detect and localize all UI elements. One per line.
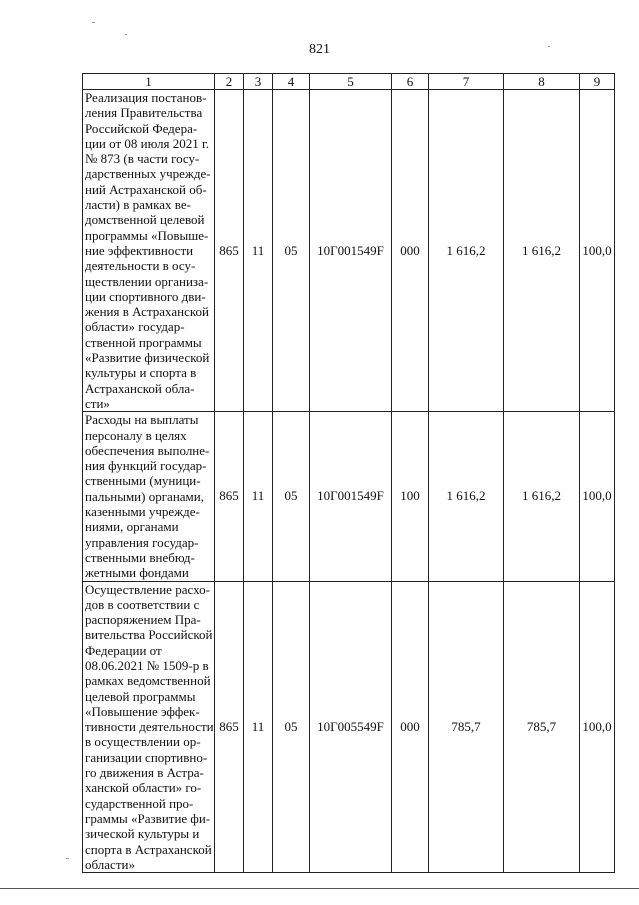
description-line: рамках ведомственной (85, 673, 211, 689)
table-row (83, 90, 615, 412)
cell-section: 11 (244, 581, 273, 873)
description-line: обеспечения выполне- (85, 442, 210, 458)
col-header-3: 3 (244, 74, 273, 90)
description-line: тивности деятельности (85, 719, 214, 735)
description-line: Федерации от (85, 642, 162, 658)
scan-speck (125, 34, 127, 35)
cell-ministry-code: 865 (215, 412, 244, 581)
cell-expense-type: 000 (392, 581, 429, 873)
description-line: ции от 08 июля 2021 г. (85, 135, 210, 151)
cell-ministry-code: 865 (215, 90, 244, 412)
description-line: ции спортивного дви- (85, 288, 206, 304)
description-line: казенными учрежде- (85, 504, 200, 520)
cell-target-article: 10Г005549F (310, 581, 392, 873)
col-header-5: 5 (310, 74, 392, 90)
cell-percent: 100,0 (580, 90, 615, 412)
description-line: дов в соответствии с (85, 596, 200, 612)
col-header-1: 1 (83, 74, 215, 90)
col-header-4: 4 (273, 74, 310, 90)
description-line: в осуществлении ор- (85, 734, 201, 750)
description-line: пальными) органами, (85, 488, 204, 504)
description-line: персоналу в целях (85, 427, 187, 443)
description-line: ственной программы (85, 334, 202, 350)
description-line: культуры и спорта в (85, 365, 197, 381)
budget-table (82, 73, 615, 873)
cell-percent: 100,0 (580, 581, 615, 873)
cell-expense-type: 000 (392, 90, 429, 412)
col-header-9: 9 (580, 74, 615, 90)
description-line: граммы «Развитие фи- (85, 810, 211, 826)
description-line: ний Астраханской об- (85, 181, 207, 197)
cell-planned: 1 616,2 (429, 90, 504, 412)
cell-percent: 100,0 (580, 412, 615, 581)
description-line: ственными (муници- (85, 473, 201, 489)
cell-executed: 1 616,2 (504, 90, 580, 412)
cell-planned: 785,7 (429, 581, 504, 873)
description-line: Реализация постанов- (85, 90, 207, 105)
description-line: спорта в Астраханской (85, 841, 212, 857)
description-line: распоряжением Пра- (85, 612, 201, 628)
cell-target-article: 10Г001549F (310, 412, 392, 581)
row-description (83, 412, 215, 581)
description-line: Астраханской обла- (85, 380, 195, 396)
scan-speck (66, 858, 69, 859)
description-line: ганизации спортивно- (85, 749, 208, 765)
description-line: деятельности в осу- (85, 258, 196, 274)
page-number: 821 (309, 42, 330, 57)
col-header-2: 2 (215, 74, 244, 90)
description-line: сударственной про- (85, 795, 194, 811)
cell-subsection: 05 (273, 581, 310, 873)
row-description (83, 581, 215, 873)
col-header-7: 7 (429, 74, 504, 90)
description-line: ханской области» го- (85, 780, 202, 796)
cell-section: 11 (244, 90, 273, 412)
description-line: ления Правительства (85, 105, 203, 121)
col-header-6: 6 (392, 74, 429, 90)
scan-speck (548, 46, 550, 47)
description-line: ния функций государ- (85, 458, 207, 474)
row-description (83, 90, 215, 412)
description-line: вительства Российской (85, 627, 213, 643)
cell-subsection: 05 (273, 90, 310, 412)
description-line: зической культуры и (85, 826, 200, 842)
description-line: го движения в Астра- (85, 765, 204, 781)
cell-section: 11 (244, 412, 273, 581)
table-row (83, 581, 615, 873)
description-line: дарственных учрежде- (85, 166, 211, 182)
description-line: «Повышение эффек- (85, 703, 200, 719)
description-line: ние эффективности (85, 242, 194, 258)
description-line: Осуществление расхо- (85, 581, 210, 597)
col-header-8: 8 (504, 74, 580, 90)
description-line: ласти) в рамках ве- (85, 197, 191, 213)
description-line: целевой программы (85, 688, 196, 704)
cell-planned: 1 616,2 (429, 412, 504, 581)
cell-target-article: 10Г001549F (310, 90, 392, 412)
cell-subsection: 05 (273, 412, 310, 581)
cell-executed: 785,7 (504, 581, 580, 873)
description-line: домственной целевой (85, 212, 205, 228)
cell-expense-type: 100 (392, 412, 429, 581)
description-line: «Развитие физической (85, 350, 210, 366)
cell-ministry-code: 865 (215, 581, 244, 873)
header-row (83, 74, 615, 90)
description-line: Российской Федера- (85, 120, 198, 136)
description-line: № 873 (в части госу- (85, 151, 200, 167)
table-row (83, 412, 615, 581)
page-bottom-rule (0, 888, 639, 889)
description-line: ниями, органами (85, 519, 179, 535)
cell-executed: 1 616,2 (504, 412, 580, 581)
description-line: области» (85, 856, 135, 872)
description-line: Расходы на выплаты (85, 412, 199, 428)
description-line: управления государ- (85, 534, 199, 550)
description-line: программы «Повыше- (85, 227, 209, 243)
description-line: ственными внебюд- (85, 549, 195, 565)
scan-speck (92, 22, 95, 23)
description-line: области» государ- (85, 319, 185, 335)
description-line: жетными фондами (85, 565, 189, 581)
description-line: жения в Астраханской (85, 304, 209, 320)
description-line: ществлении организа- (85, 273, 209, 289)
description-line: 08.06.2021 № 1509-р в (85, 657, 209, 673)
description-line: сти» (85, 395, 110, 411)
